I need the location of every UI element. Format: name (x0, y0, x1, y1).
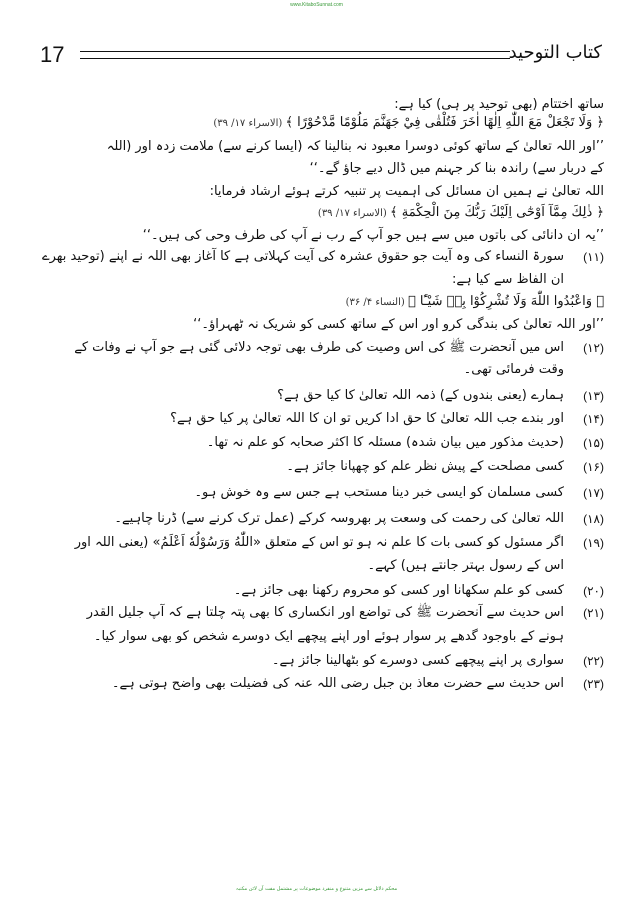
footer-text: محکم دلائل سے مزین متنوع و منفرد موضوعات پر مشتمل مفت آن لائن مکتبہ (235, 886, 398, 892)
text-line (87, 603, 564, 623)
book-title: کتاب التوحید (508, 42, 602, 63)
text-line (74, 338, 564, 358)
text-line (210, 182, 604, 202)
item-number: (۱۶) (583, 460, 604, 474)
text-line (452, 270, 564, 290)
text-line (170, 409, 564, 429)
source-url: www.KitaboSunnat.com (290, 2, 343, 8)
text-line (107, 137, 604, 157)
line-text: کسی مصلحت کے پیش نظر علم کو چھپانا جائز ہے۔ (286, 459, 564, 474)
text-line (94, 627, 564, 647)
item-number: (۲۰) (583, 584, 604, 598)
item-number: (۱۵) (583, 436, 604, 450)
text-line (194, 483, 564, 503)
item-number: (۱۴) (583, 412, 604, 426)
line-text: سواری پر اپنے پیچھے کسی دوسرے کو بٹھالینا جائز ہے۔ (271, 653, 564, 668)
text-line (193, 315, 604, 335)
line-text: ’’اور اللہ تعالیٰ کی بندگی کرو اور اس کے ساتھ کسی کو شریک نہ ٹھہراؤ۔‘‘ (193, 317, 604, 332)
line-text: کے دربار سے) راندہ بنا کر جہنم میں ڈال دیے جاؤ گے۔‘‘ (309, 161, 604, 176)
line-text: ہونے کے باوجود گدھے پر سوار ہوئے اور اپنے پیچھے ایک دوسرے شخص کو بھی سوار کیا۔ (93, 629, 564, 644)
text-line (143, 226, 604, 246)
item-number: (۲۳) (583, 677, 604, 691)
text-line (394, 95, 604, 115)
item-number: (۱۱) (583, 250, 604, 264)
item-number: (۲۲) (583, 654, 604, 668)
text-line (310, 159, 604, 179)
line-text: اس حدیث سے حضرت معاذ بن جبل رضی اللہ عنہ کی فضیلت بھی واضح ہوتی ہے۔ (111, 676, 564, 691)
page-header (40, 42, 602, 68)
verse-reference: (الاسراء ۱۷/ ۳۹) (317, 208, 390, 219)
page-number: 17 (40, 42, 65, 67)
line-text: اور بندے جب اللہ تعالیٰ کا حق ادا کریں تو ان کا اللہ تعالیٰ پر کیا حق ہے؟ (170, 411, 564, 426)
verse-reference: (النساء ۴/ ۳۶) (345, 297, 408, 308)
quran-verse (346, 292, 604, 313)
text-line (114, 509, 564, 529)
item-number: (۱۲) (583, 341, 604, 355)
text-line (207, 433, 564, 453)
text-line (234, 581, 564, 601)
text-line (42, 247, 564, 267)
line-text: ساتھ اختتام (بھی توحید پر ہی) کیا ہے: (394, 97, 604, 112)
item-number: (۱۷) (583, 486, 604, 500)
text-line (112, 674, 564, 694)
line-text: وقت فرمائی تھی۔ (463, 362, 564, 377)
line-text: اس میں آنحضرت ﷺ کی اس وصیت کی طرف بھی توجہ دلائی گئی ہے جو آپ نے وفات کے (74, 340, 564, 355)
line-text: اللہ تعالیٰ نے ہمیں ان مسائل کی اہمیت پر تنبیہ کرتے ہوئے ارشاد فرمایا: (209, 184, 604, 199)
line-text: (حدیث مذکور میں بیان شدہ) مسئلہ کا اکثر صحابہ کو علم نہ تھا۔ (206, 435, 564, 450)
header-double-rule (80, 51, 510, 59)
line-text: ’’اور اللہ تعالیٰ کے ساتھ کوئی دوسرا معبود نہ بنالینا کہ (ایسا کرنے سے) ملامت زدہ اور (اللہ (106, 139, 604, 154)
line-text: اس حدیث سے آنحضرت ﷺ کی تواضع اور انکساری کا بھی پتہ چلتا ہے کہ آپ جلیل القدر (86, 605, 564, 620)
text-line (272, 651, 564, 671)
item-number: (۲۱) (583, 606, 604, 620)
line-text: اگر مسئول کو کسی بات کا علم نہ ہو تو اس کے متعلق «اللّٰهُ وَرَسُوْلُهٗ اَعْلَمُ» (یعنی اللہ اور (74, 535, 564, 550)
line-text: ﴿ ذٰلِكَ مِمَّآ اَوْحٰٓى اِلَيْكَ رَبُّكَ مِنَ الْحِكْمَةِ ﴾ (390, 205, 604, 220)
item-number: (۱۹) (583, 536, 604, 550)
verse-reference: (الاسراء ۱۷/ ۳۹) (213, 118, 286, 129)
line-text: ﴿ وَاعْبُدُوا اللّٰهَ وَلَا تُشْرِكُوْا بِهٖ شَيْـًٔا ﴾ (407, 294, 604, 309)
line-text: کسی مسلمان کو ایسی خبر دینا مستحب ہے جس سے وہ خوش ہو۔ (194, 485, 564, 500)
line-text: کسی کو علم سکھانا اور کسی کو محروم رکھنا بھی جائز ہے۔ (233, 583, 564, 598)
text-line (464, 360, 564, 380)
text-line (277, 386, 564, 406)
line-text: ہمارے (یعنی بندوں کے) ذمہ اللہ تعالیٰ کا کیا حق ہے؟ (277, 388, 564, 403)
quran-verse (213, 113, 604, 134)
line-text: اللہ تعالیٰ کی رحمت کی وسعت پر بھروسہ کرکے (عمل ترک کرنے سے) ڈرنا چاہیے۔ (114, 511, 564, 526)
line-text: ﴿ وَلَا تَجْعَلْ مَعَ اللّٰهِ اِلٰهًا اٰخَرَ فَتُلْقٰى فِيْ جَهَنَّمَ مَلُوْمًا مَّدْحُوْرًا ﴾ (285, 115, 604, 130)
line-text: اس کے رسول بہتر جانتے ہیں) کہے۔ (367, 558, 564, 573)
item-number: (۱۸) (583, 512, 604, 526)
text-line (286, 457, 564, 477)
quran-verse (318, 203, 604, 224)
line-text: سورۃ النساء کی وہ آیت جو حقوق عشرہ کی آیت کہلاتی ہے کا آغاز بھی اللہ نے اپنے (توحید بھرے (41, 249, 564, 264)
item-number: (۱۳) (583, 389, 604, 403)
text-line (368, 556, 564, 576)
text-line (75, 533, 564, 553)
line-text: ’’یہ ان دانائی کی باتوں میں سے ہیں جو آپ کے رب نے آپ کی طرف وحی کی ہیں۔‘‘ (142, 228, 604, 243)
line-text: ان الفاظ سے کیا ہے: (451, 272, 564, 287)
